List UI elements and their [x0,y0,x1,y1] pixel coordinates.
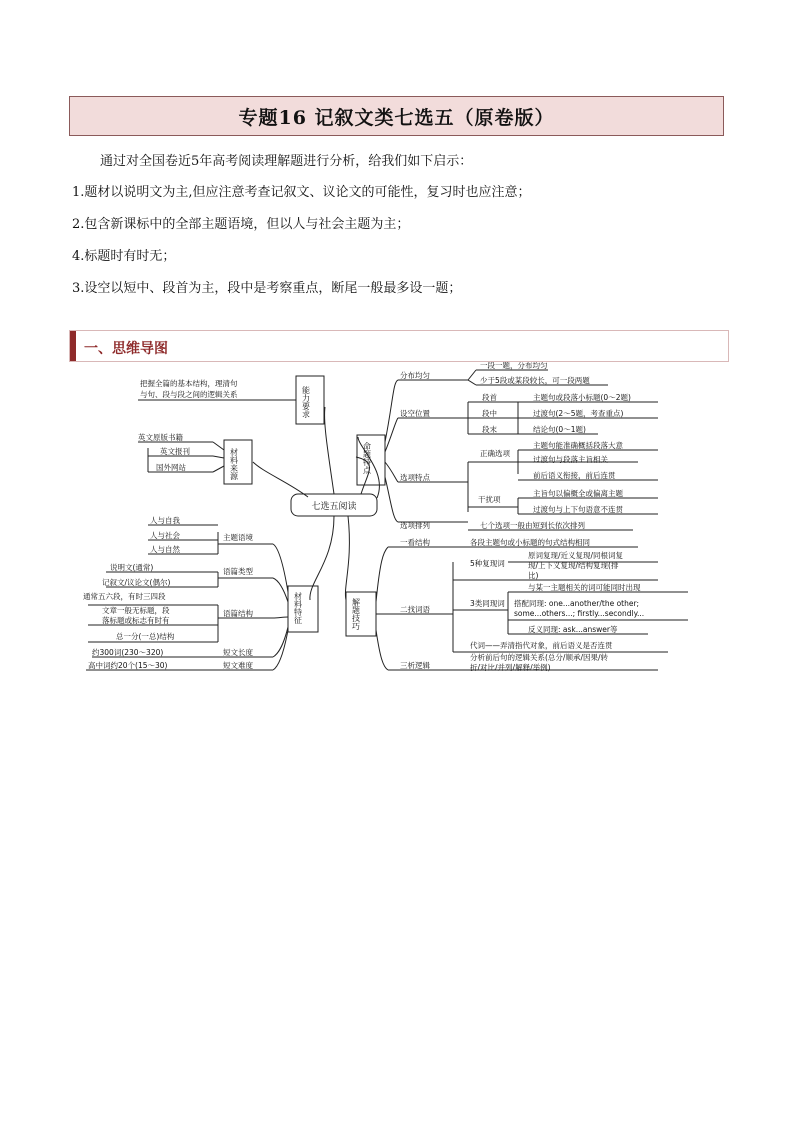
correct-label: 正确选项 [480,449,510,458]
connector [325,407,334,494]
correct-item: 过渡句与段落主旨相关 [533,455,608,464]
ability-text: 与句、段与段之间的逻辑关系 [140,390,238,399]
structure-item: 文章一般无标题，段 [102,606,170,615]
material-label: 短文难度 [223,661,253,670]
length-value: 约300词(230～320) [92,648,164,657]
theme-item: 人与自然 [150,545,180,554]
position-value: 主题句或段落小标题(0～2题) [533,393,631,402]
section-accent-bar [70,331,76,361]
intro-line: 2.包含新课标中的全部主题语境，但以人与社会主题为主； [72,217,410,232]
material-label: 短文长度 [223,648,253,657]
source-item: 国外网站 [156,463,186,472]
distractor-label: 干扰项 [478,495,501,504]
connector [345,516,349,600]
correct-item: 前后语义衔接，前后连贯 [533,471,616,480]
source-item: 英文报刊 [160,447,190,456]
solving-label: 一看结构 [400,538,430,547]
section-heading: 一、思维导图 [84,341,168,357]
node-solving-label: 解题技巧 [351,598,361,630]
material-label: 主题语境 [223,533,253,542]
branch-item: 少于5段或某段较长，可一段两题 [480,376,590,385]
pronoun-text: 代词——弄清指代对象，前后语义是否连贯 [470,641,613,650]
position-key: 段首 [482,393,497,402]
solving-label: 三析逻辑 [400,661,430,670]
branch-label: 分布均匀 [400,371,430,380]
center-node-label: 七选五阅读 [311,502,357,512]
three-item: 反义同现: ask...answer等 [528,625,618,634]
position-key: 段末 [482,425,497,434]
branch-label: 选项排列 [400,521,430,530]
distractor-item: 主旨句以偏概全或偏离主题 [533,489,623,498]
source-item: 英文原版书籍 [138,433,183,442]
five-label: 5种复现词 [470,559,505,568]
theme-item: 人与自我 [150,516,180,525]
intro-line: 1.题材以说明文为主,但应注意考查记叙文、议论文的可能性，复习时也应注意； [72,185,531,200]
mind-map [78,362,718,682]
correct-item: 主题句能准确概括段落大意 [533,441,623,450]
solving-label: 二找词语 [400,605,430,614]
genre-item: 记叙文/议论文(偶尔) [102,578,171,587]
page-title: 专题16 记叙文类七选五（原卷版） [238,106,555,129]
ability-text: 把握全篇的基本结构，理清句 [140,379,238,388]
arrange-text: 七个选项一般由短到长依次排列 [480,521,585,530]
five-line: 原词复现/近义复现/同根词复 [528,551,624,560]
connector [310,516,334,600]
connector [253,462,308,497]
page-title-box [69,96,724,136]
three-item: some...others...; firstly...secondly... [514,609,645,618]
material-label: 语篇结构 [223,609,253,618]
analyze-line: 折/对比/并列/解释/举例) [470,663,551,672]
position-key: 段中 [482,409,497,418]
node-material-label: 材料特征 [293,592,303,624]
intro-line: 3.设空以短中、段首为主，段中是考察重点，断尾一般最多设一题； [72,281,462,296]
intro-line: 通过对全国卷近5年高考阅读理解题进行分析，给我们如下启示： [100,154,473,169]
material-node-box [288,586,318,632]
node-ability-label: 能力要求 [301,386,311,418]
analyze-line: 分析前后句的逻辑关系(总分/顺承/因果/转 [470,653,609,662]
position-value: 过渡句(2～5题，考查重点) [533,409,624,418]
node-source-label: 材料来源 [229,448,239,480]
three-item: 与某一主题相关的词可能同时出现 [528,583,641,592]
structure-item: 总一分(一总)结构 [116,632,175,641]
three-item: 搭配同现: one...another/the other; [514,599,640,608]
branch-label: 选项特点 [400,473,430,482]
solving-node-box [346,592,376,636]
structure-item: 落标题或标志有时有 [102,616,170,625]
five-line: 现/上下义复现/结构复现(排 [528,561,619,570]
material-label: 语篇类型 [223,567,253,576]
difficulty-value: 高中词约20个(15～30) [88,661,168,670]
look-text: 各段主题句或小标题的句式结构相同 [470,538,590,547]
five-line: 比) [528,571,539,580]
theme-item: 人与社会 [150,531,180,540]
structure-item: 通常五六段，有时三四段 [83,592,166,601]
genre-item: 说明文(通常) [110,563,154,572]
branch-label: 设空位置 [400,409,430,418]
node-proposition-label: 命题特点 [362,442,372,474]
three-label: 3类同现词 [470,599,505,608]
intro-line: 4.标题时有时无； [72,249,176,264]
position-value: 结论句(0～1题) [533,425,586,434]
branch-item: 一段一题，分布均匀 [480,362,548,370]
section-heading-box [69,330,729,362]
distractor-item: 过渡句与上下句语意不连贯 [533,505,623,514]
